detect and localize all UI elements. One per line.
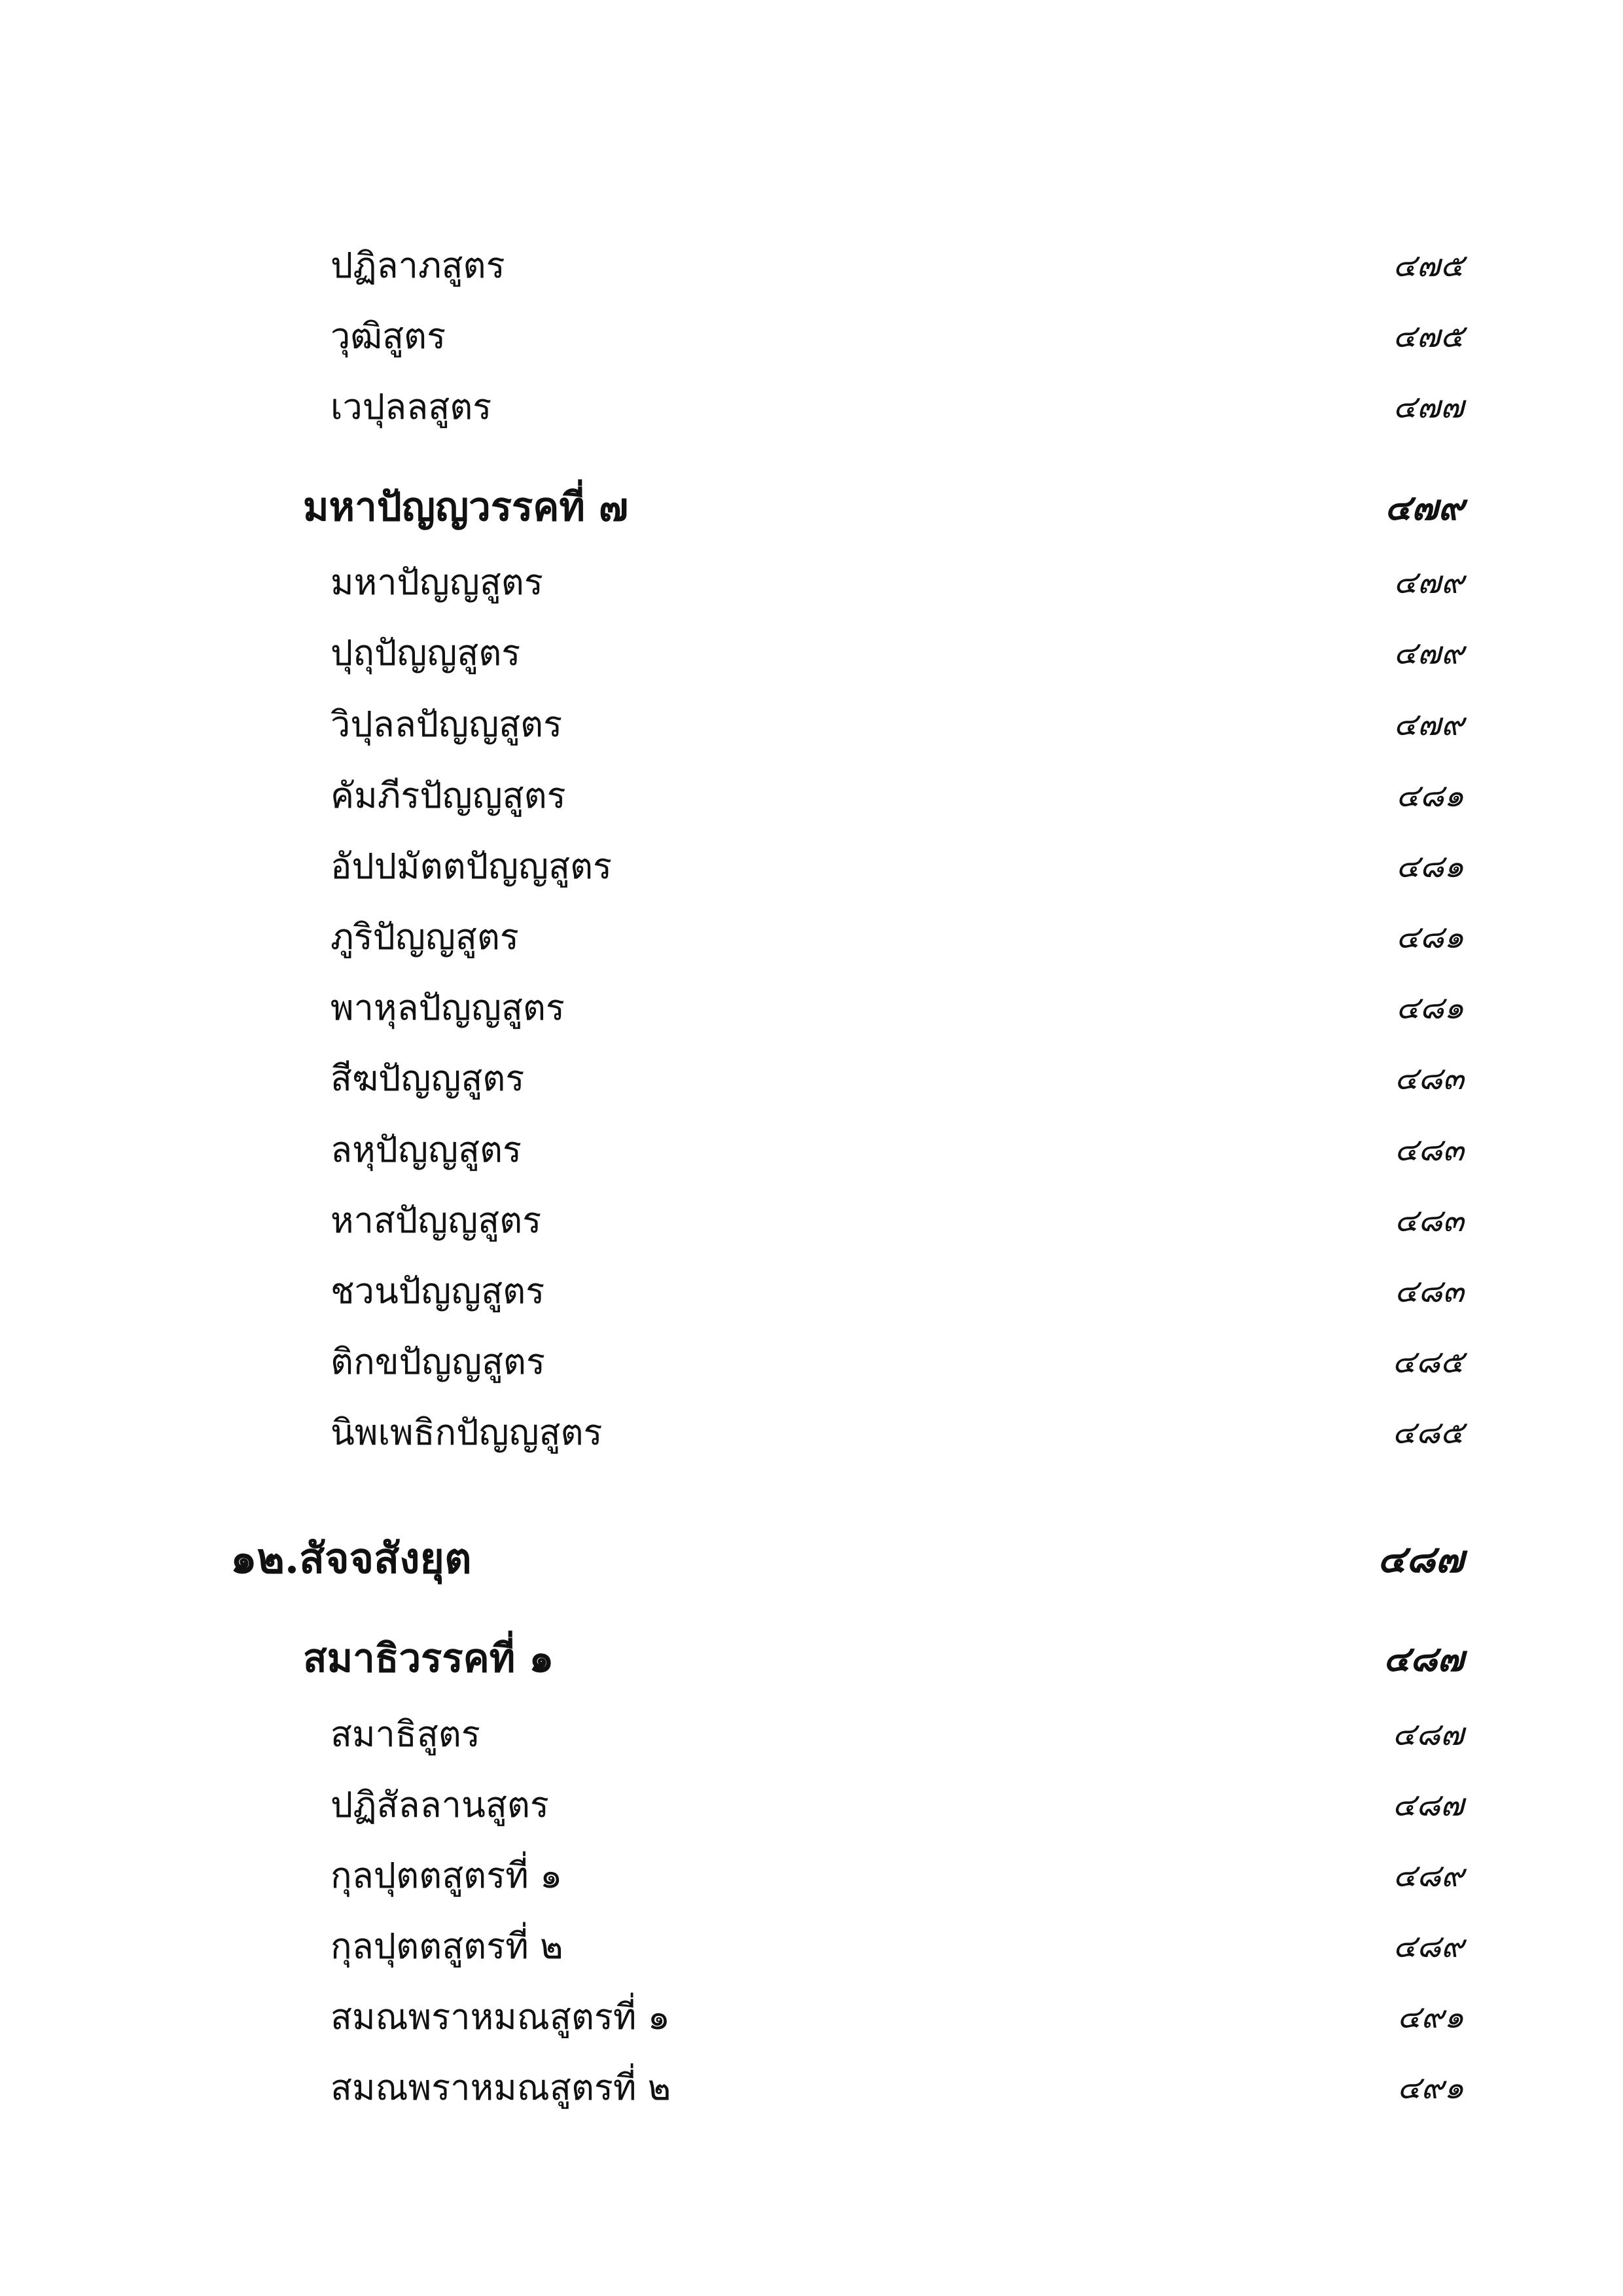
toc-entry-title: ติกขปัญญสูตร (330, 1341, 546, 1382)
toc-samyutta-title: ๑๒.สัจจสังยุต (230, 1534, 472, 1583)
toc-entry-title: ปฏิลาภสูตร (330, 245, 505, 286)
toc-entry-title: อัปปมัตตปัญญสูตร (330, 846, 613, 887)
toc-vagga-heading (0, 1626, 1623, 1691)
toc-entry-page-number: ๔๙๑ (1397, 2070, 1464, 2106)
toc-entry-page-number: ๔๘๑ (1396, 990, 1464, 1026)
toc-entry (0, 620, 1623, 686)
toc-entry-title: กุลปุตตสูตรที่ ๑ (330, 1855, 563, 1896)
toc-entry (0, 2055, 1623, 2121)
toc-entry-title: ปุถุปัญญสูตร (330, 632, 521, 673)
toc-entry-page-number: ๔๘๓ (1394, 1132, 1464, 1168)
toc-entry-page-number: ๔๘๕ (1392, 1344, 1464, 1380)
toc-entry-page-number: ๔๗๙ (1393, 706, 1464, 743)
toc-entry (0, 1914, 1623, 1979)
toc-entry (0, 374, 1623, 440)
toc-entry-page-number: ๔๘๓ (1394, 1202, 1464, 1239)
toc-entry (0, 975, 1623, 1041)
toc-entry (0, 1329, 1623, 1395)
toc-vagga-page-number: ๔๘๗ (1383, 1638, 1464, 1679)
toc-entry (0, 1843, 1623, 1909)
toc-entry (0, 1400, 1623, 1465)
toc-entry (0, 1188, 1623, 1253)
toc-entry-title: สีฆปัญญสูตร (330, 1058, 525, 1099)
toc-entry-title: ชวนปัญญสูตร (330, 1270, 545, 1312)
toc-entry-title: พาหุลปัญญสูตร (330, 987, 565, 1028)
toc-entry (0, 550, 1623, 615)
toc-entry (0, 905, 1623, 970)
toc-entry (0, 834, 1623, 899)
toc-entry-page-number: ๔๘๑ (1396, 778, 1464, 814)
toc-entry-title: วิปุลลปัญญสูตร (330, 704, 563, 745)
toc-vagga-title: มหาปัญญวรรคที่ ๗ (303, 484, 628, 530)
toc-entry-page-number: ๔๘๙ (1393, 1928, 1464, 1965)
toc-entry-page-number: ๔๗๕ (1393, 247, 1464, 284)
toc-entry-title: คัมภีรปัญญสูตร (330, 775, 566, 816)
toc-entry-title: ภูริปัญญสูตร (330, 916, 519, 958)
toc-entry (0, 1117, 1623, 1183)
toc-entry (0, 233, 1623, 298)
toc-entry (0, 1046, 1623, 1111)
toc-entry-title: กุลปุตตสูตรที่ ๒ (330, 1926, 563, 1967)
toc-entry (0, 763, 1623, 829)
toc-entry-title: เวปุลลสูตร (330, 386, 492, 427)
toc-vagga-heading (0, 475, 1623, 540)
toc-entry-title: นิพเพธิกปัญญสูตร (330, 1412, 603, 1453)
toc-entry-page-number: ๔๗๕ (1393, 318, 1464, 355)
toc-vagga-page-number: ๔๗๙ (1384, 486, 1464, 528)
toc-entry-page-number: ๔๘๗ (1392, 1787, 1464, 1823)
toc-entry (0, 1259, 1623, 1324)
toc-entry-page-number: ๔๘๓ (1394, 1060, 1464, 1097)
toc-samyutta-heading (0, 1526, 1623, 1592)
toc-vagga-title: สมาธิวรรคที่ ๑ (303, 1636, 554, 1681)
toc-entry-page-number: ๔๘๙ (1393, 1857, 1464, 1894)
toc-entry-page-number: ๔๗๙ (1393, 564, 1464, 601)
toc-entry-page-number: ๔๘๗ (1392, 1716, 1464, 1753)
toc-entry-title: วุฒิสูตร (330, 315, 446, 357)
toc-entry-title: สมณพราหมณสูตรที่ ๒ (330, 2067, 671, 2108)
toc-entry-title: สมณพราหมณสูตรที่ ๑ (330, 1996, 670, 2037)
toc-entry-page-number: ๔๘๓ (1394, 1273, 1464, 1310)
toc-entry (0, 692, 1623, 757)
toc-samyutta-page-number: ๔๘๗ (1377, 1537, 1464, 1581)
toc-entry-title: ปฏิสัลลานสูตร (330, 1784, 549, 1825)
toc-entry (0, 1772, 1623, 1838)
toc-entry-page-number: ๔๘๑ (1396, 919, 1464, 956)
toc-entry-page-number: ๔๘๑ (1396, 848, 1464, 885)
toc-entry-title: มหาปัญญสูตร (330, 562, 543, 603)
toc-entry-page-number: ๔๗๗ (1393, 389, 1464, 425)
toc-entry-page-number: ๔๗๙ (1393, 635, 1464, 672)
toc-entry (0, 1984, 1623, 2050)
toc-entry-page-number: ๔๙๑ (1397, 1999, 1464, 2036)
toc-entry-page-number: ๔๘๕ (1392, 1414, 1464, 1451)
toc-entry (0, 1702, 1623, 1767)
toc-entry-title: หาสปัญญสูตร (330, 1200, 542, 1241)
toc-entry-title: สมาธิสูตร (330, 1713, 480, 1755)
toc-entry (0, 304, 1623, 369)
toc-entry-title: ลหุปัญญสูตร (330, 1129, 522, 1170)
